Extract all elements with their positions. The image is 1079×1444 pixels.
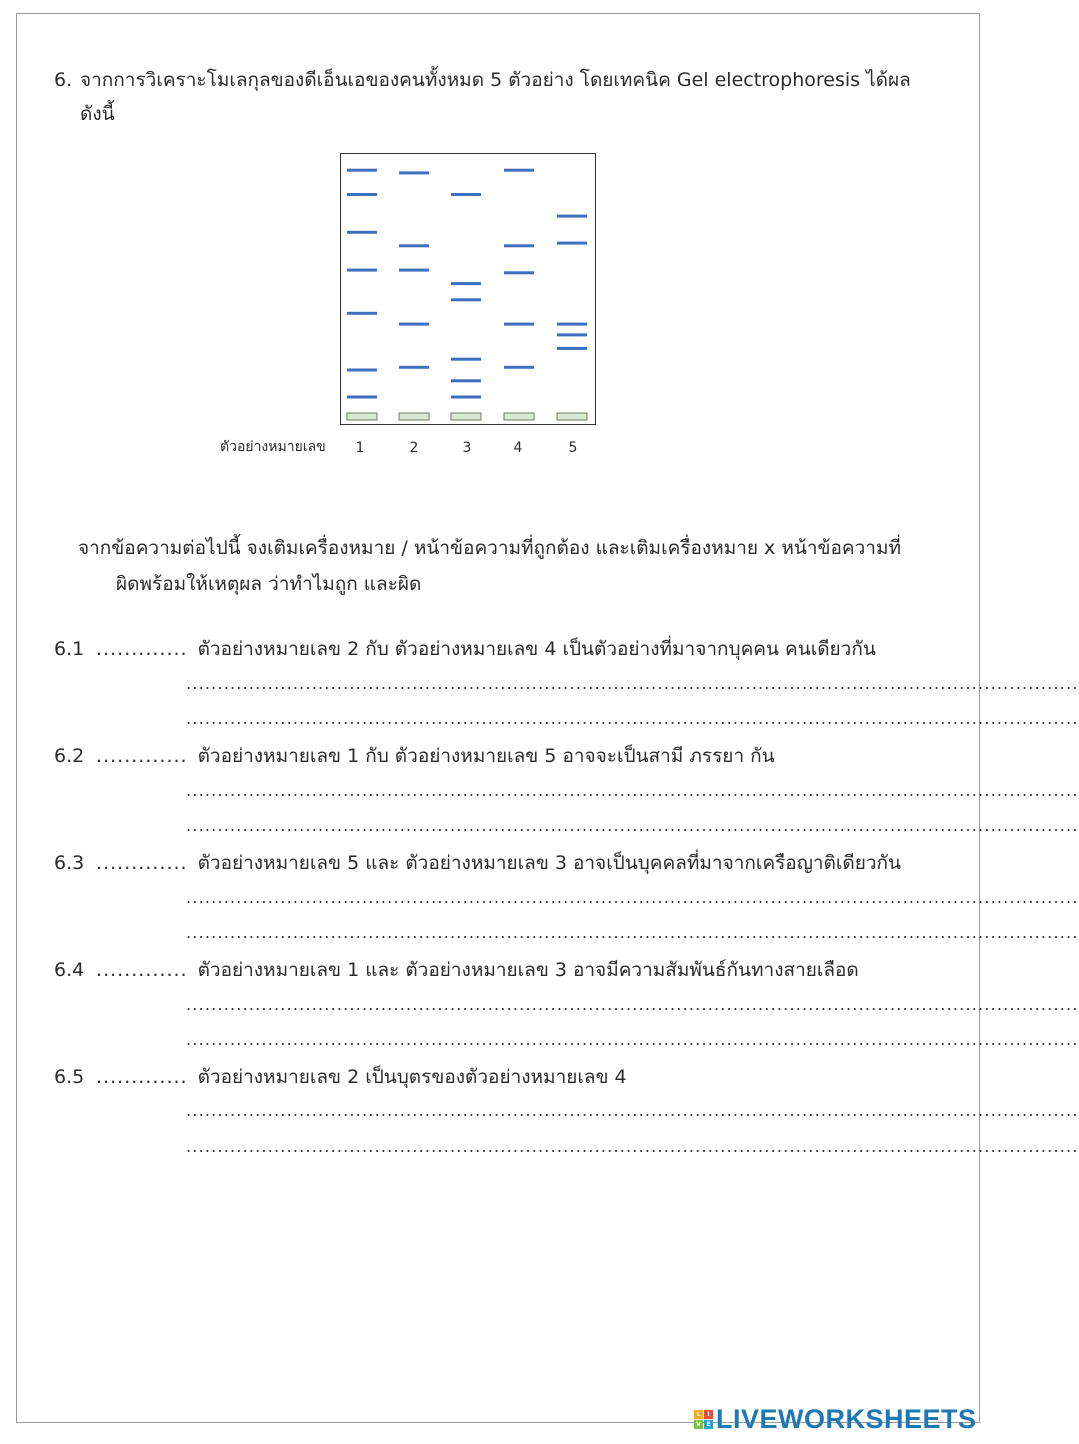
gel-band-lane1-5 xyxy=(347,312,377,315)
gel-band-lane2-2 xyxy=(399,244,429,247)
answer-line-6-1b[interactable]: .............................................................................................................................................. xyxy=(186,709,1079,728)
gel-electrophoresis-figure xyxy=(340,153,596,425)
item-text: ตัวอย่างหมายเลข 1 กับ ตัวอย่างหมายเลข 5 อาจจะเป็นสามี ภรรยา กัน xyxy=(197,745,775,767)
logo-cell: E xyxy=(704,1420,713,1429)
item-text: ตัวอย่างหมายเลข 5 และ ตัวอย่างหมายเลข 3 อาจเป็นบุคคลที่มาจากเครือญาติเดียวกัน xyxy=(197,852,902,874)
gel-band-lane1-6 xyxy=(347,369,377,372)
instruction-line1: จากข้อความต่อไปนี้ จงเติมเครื่องหมาย / หน้าข้อความที่ถูกต้อง และเติมเครื่องหมาย x หน้าข้อความที่ xyxy=(78,537,902,559)
gel-band-lane4-3 xyxy=(504,271,534,274)
gel-band-lane1-2 xyxy=(347,193,377,196)
mark-blank-6-1[interactable]: ............. xyxy=(96,638,188,660)
gel-well-lane5 xyxy=(557,413,587,420)
gel-band-lane2-4 xyxy=(399,323,429,326)
lane-number-4: 4 xyxy=(513,440,523,456)
item-label: 6.1 xyxy=(54,638,85,660)
gel-band-lane5-4 xyxy=(557,333,587,336)
item-text: ตัวอย่างหมายเลข 2 กับ ตัวอย่างหมายเลข 4 เป็นตัวอย่างที่มาจากบุคคน คนเดียวกัน xyxy=(197,638,876,660)
mark-blank-6-5[interactable]: ............. xyxy=(96,1066,188,1088)
gel-well-lane1 xyxy=(347,413,377,420)
item-label: 6.3 xyxy=(54,852,85,874)
item-text: ตัวอย่างหมายเลข 2 เป็นบุตรของตัวอย่างหมายเลข 4 xyxy=(197,1066,627,1088)
gel-band-lane3-3 xyxy=(451,298,481,301)
gel-band-lane1-7 xyxy=(347,396,377,399)
lane-number-1: 1 xyxy=(355,440,365,456)
instruction xyxy=(78,530,958,602)
gel-band-lane2-1 xyxy=(399,171,429,174)
gel-band-lane1-4 xyxy=(347,269,377,272)
gel-band-lane3-6 xyxy=(451,396,481,399)
gel-image xyxy=(341,154,595,424)
item-6-5 xyxy=(54,1062,627,1092)
instruction-line2: ผิดพร้อมให้เหตุผล ว่าทำไมถูก และผิด xyxy=(116,573,422,595)
lane-caption: ตัวอย่างหมายเลข xyxy=(220,439,326,455)
gel-band-lane5-3 xyxy=(557,323,587,326)
answer-line-6-1a[interactable]: .............................................................................................................................................. xyxy=(186,674,1079,693)
lane-number-3: 3 xyxy=(462,440,472,456)
gel-band-lane4-5 xyxy=(504,366,534,369)
question-text-line1: จากการวิเคราะโมเลกุลของดีเอ็นเอของคนทั้งหมด 5 ตัวอย่าง โดยเทคนิค Gel electrophoresis ได้ผล xyxy=(80,69,911,91)
lane-number-5: 5 xyxy=(568,440,578,456)
lane-number-2: 2 xyxy=(409,440,419,456)
gel-band-lane3-1 xyxy=(451,193,481,196)
mark-blank-6-4[interactable]: ............. xyxy=(96,959,188,981)
logo-grid-icon xyxy=(694,1410,713,1429)
gel-band-lane2-3 xyxy=(399,269,429,272)
gel-band-lane5-1 xyxy=(557,215,587,218)
gel-band-lane4-1 xyxy=(504,169,534,172)
question-number: 6. xyxy=(54,69,73,91)
answer-line-6-2b[interactable]: .............................................................................................................................................. xyxy=(186,816,1079,835)
gel-band-lane4-2 xyxy=(504,244,534,247)
item-6-1 xyxy=(54,634,876,664)
gel-band-lane1-1 xyxy=(347,169,377,172)
question-title xyxy=(54,63,954,131)
answer-line-6-5b[interactable]: .............................................................................................................................................. xyxy=(186,1137,1079,1156)
item-label: 6.2 xyxy=(54,745,85,767)
gel-band-lane3-4 xyxy=(451,358,481,361)
answer-line-6-4a[interactable]: .............................................................................................................................................. xyxy=(186,995,1079,1014)
answer-line-6-5a[interactable]: .............................................................................................................................................. xyxy=(186,1101,1079,1120)
gel-band-lane3-5 xyxy=(451,379,481,382)
gel-well-lane3 xyxy=(451,413,481,420)
item-label: 6.4 xyxy=(54,959,85,981)
item-6-3 xyxy=(54,848,901,878)
answer-line-6-4b[interactable]: .............................................................................................................................................. xyxy=(186,1030,1079,1049)
gel-band-lane2-5 xyxy=(399,366,429,369)
logo-cell: V xyxy=(694,1420,703,1429)
mark-blank-6-2[interactable]: ............. xyxy=(96,745,188,767)
gel-band-lane4-4 xyxy=(504,323,534,326)
gel-well-lane4 xyxy=(504,413,534,420)
answer-line-6-3a[interactable]: .............................................................................................................................................. xyxy=(186,888,1079,907)
gel-band-lane5-5 xyxy=(557,347,587,350)
item-6-4 xyxy=(54,955,859,985)
mark-blank-6-3[interactable]: ............. xyxy=(96,852,188,874)
brand-name: LIVEWORKSHEETS xyxy=(716,1403,977,1434)
gel-band-lane3-2 xyxy=(451,282,481,285)
item-text: ตัวอย่างหมายเลข 1 และ ตัวอย่างหมายเลข 3 อาจมีความสัมพันธ์กันทางสายเลือด xyxy=(197,959,859,981)
gel-band-lane5-2 xyxy=(557,242,587,245)
item-label: 6.5 xyxy=(54,1066,85,1088)
gel-band-lane1-3 xyxy=(347,231,377,234)
question-text-line2: ดังนี้ xyxy=(80,103,115,125)
logo-cell: I xyxy=(704,1410,713,1419)
answer-line-6-2a[interactable]: .............................................................................................................................................. xyxy=(186,781,1079,800)
answer-line-6-3b[interactable]: .............................................................................................................................................. xyxy=(186,923,1079,942)
gel-well-lane2 xyxy=(399,413,429,420)
logo-cell: L xyxy=(694,1410,703,1419)
item-6-2 xyxy=(54,741,775,771)
liveworksheets-logo[interactable] xyxy=(694,1404,977,1434)
